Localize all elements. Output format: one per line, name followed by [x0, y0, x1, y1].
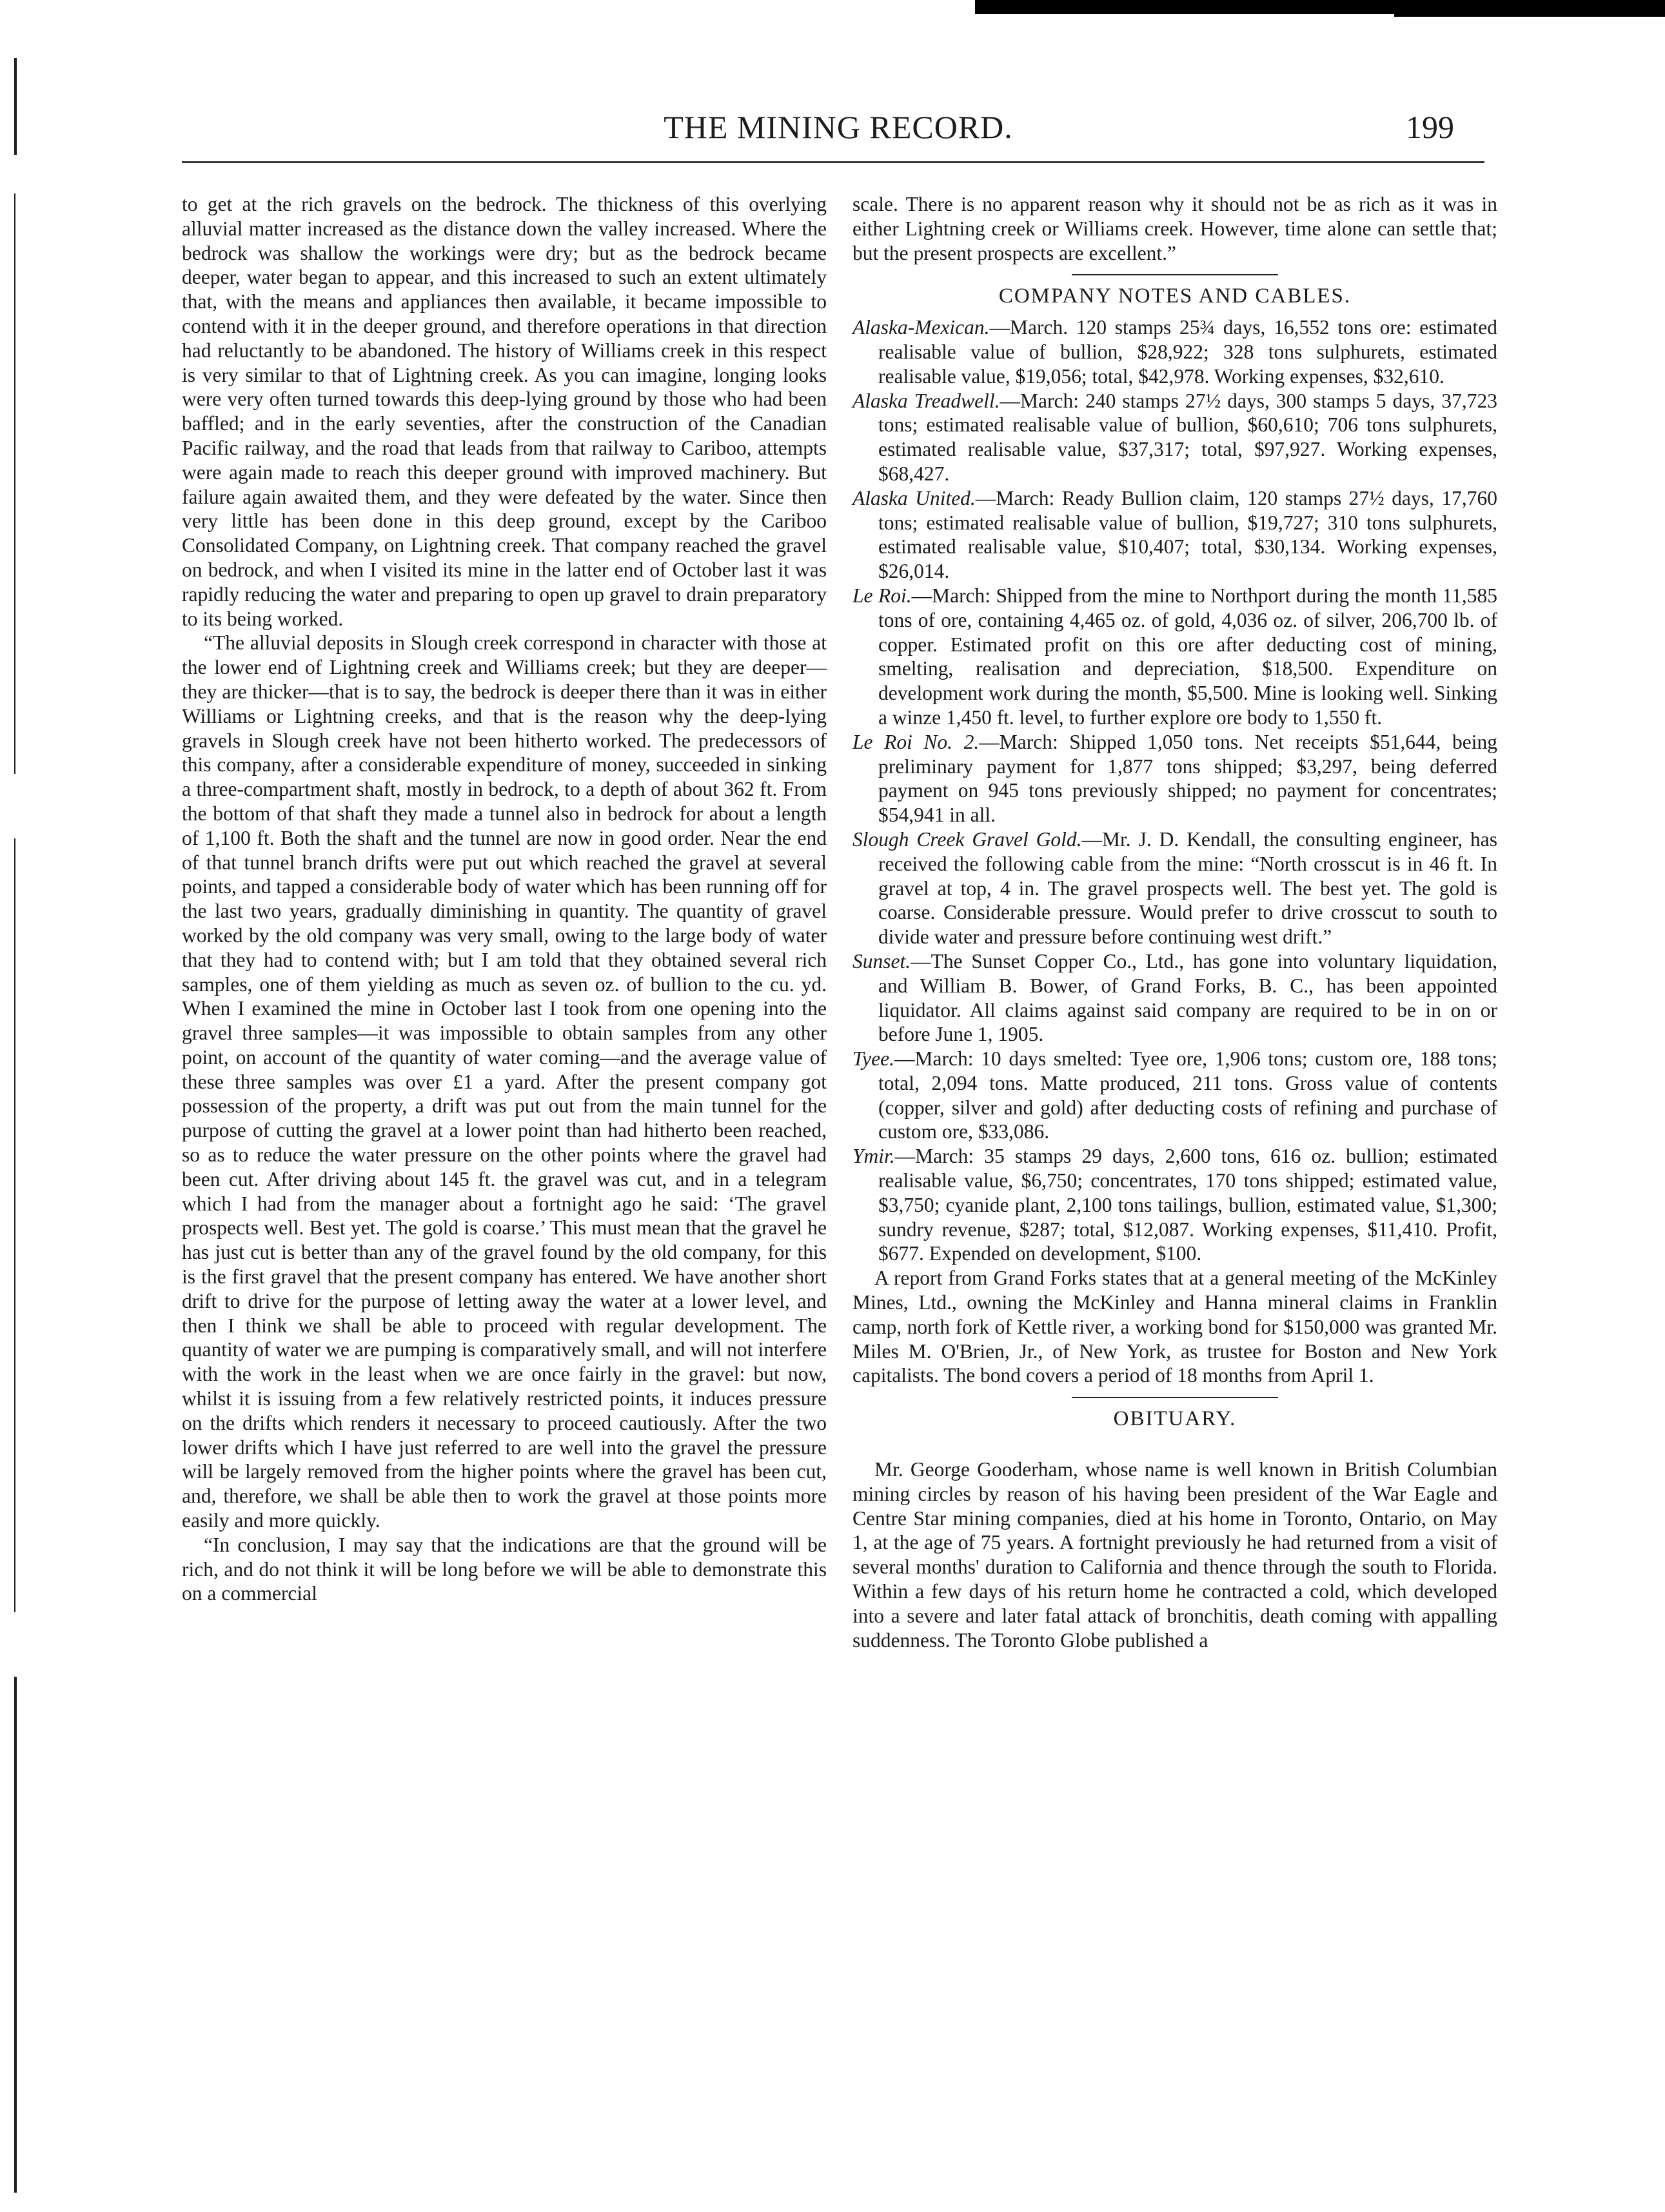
note-company-name: Sunset. — [852, 949, 911, 973]
paragraph: to get at the rich gravels on the bedrock. The thickness of this overlying alluvial matter increased as the distance down the valley increased. Where the bedrock was shallow the workings were dry; but as the bedrock became deeper, water began to appear, and this increased to such an extent ultimately that, with the means and appliances then available, it became impossible to contend with it in the deeper ground, and therefore operations in that direction had reluctantly to be abandoned. The history of Williams creek in this respect is very similar to that of Lightning creek. As you can imagine, longing looks were very often turned towards this deep-lying ground by those who had been baffled; and in the early seventies, after the construction of the Canadian Pacific railway, and the road that leads from that railway to Cariboo, attempts were again made to reach this deeper ground with improved machinery. But failure again awaited them, and they were defeated by the water. Since then very little has been done in this deep ground, except by the Cariboo Consolidated Company, on Lightning creek. That company reached the gravel on bedrock, and when I visited its mine in the latter end of October last it was rapidly reducing the water and preparing to open up gravel to drain preparatory to its being worked. — [182, 193, 827, 630]
paragraph: “In conclusion, I may say that the indications are that the ground will be rich, and do not think it will be long before we will be able to demonstrate this on a commercial — [182, 1533, 827, 1605]
note-text: —March: Ready Bullion claim, 120 stamps 27½ days, 17,760 tons; estimated realisable value of bullion, $19,727; 310 tons sulphurets, estimated realisable value, $10,407; total, $30,134. Working expenses, $26,014. — [878, 486, 1497, 583]
right-column — [852, 192, 1497, 1652]
section-heading-company-notes: COMPANY NOTES AND CABLES. — [998, 284, 1352, 308]
binding-edge — [0, 0, 45, 2212]
note-company-name: Alaska-Mexican. — [852, 316, 990, 339]
binding-mark — [14, 1677, 17, 2193]
binding-mark — [14, 838, 15, 1612]
page-number: 199 — [1406, 109, 1454, 145]
note-item — [852, 486, 1497, 584]
note-company-name: Alaska Treadwell. — [852, 389, 1000, 412]
note-item — [852, 827, 1497, 949]
note-company-name: Ymir. — [852, 1145, 895, 1168]
note-text: —March. 120 stamps 25¾ days, 16,552 tons ore: estimated realisable value of bullion, $28,922; 328 tons sulphurets, estimated realisable value, $19,056; total, $42,978. Working expenses, $32,610. — [878, 316, 1497, 388]
paragraph-report: A report from Grand Forks states that at a general meeting of the McKinley Mines, Ltd., owning the McKinley and Hanna mineral claims in Franklin camp, north fork of Kettle river, a working bond for $150,000 was granted Mr. Miles M. O'Brien, Jr., of New York, as trustee for Boston and New York capitalists. The bond covers a period of 18 months from April 1. — [852, 1267, 1497, 1387]
section-rule — [1072, 274, 1278, 275]
note-company-name: Tyee. — [852, 1047, 894, 1071]
note-item — [852, 949, 1497, 1047]
top-edge-bar-2 — [1394, 14, 1665, 17]
note-text: —The Sunset Copper Co., Ltd., has gone into voluntary liquidation, and William B. Bower, of Grand Forks, B. C., has been appointed liquidator. All claims against said company are required to be in on or before June 1, 1905. — [878, 949, 1497, 1046]
note-company-name: Alaska United. — [852, 486, 976, 509]
top-edge-bar — [975, 0, 1665, 14]
left-column — [182, 192, 827, 1606]
paragraph: scale. There is no apparent reason why it should not be as rich as it was in either Lightning creek or Williams creek. However, time alone can settle that; but the present prospects are excellent.” — [852, 193, 1497, 264]
section-heading-obituary: OBITUARY. — [1113, 1407, 1237, 1431]
note-text: —March: Shipped 1,050 tons. Net receipts $51,644, being preliminary payment for 1,877 tons shipped; $3,297, being deferred payment on 945 tons previously shipped; no payment for concentrates; $54,941 in all. — [878, 730, 1497, 827]
note-item — [852, 389, 1497, 486]
note-text: —March: 35 stamps 29 days, 2,600 tons, 616 oz. bullion; estimated realisable value, $6,750; concentrates, 170 tons shipped; estimated value, $3,750; cyanide plant, 2,100 tons tailings, bullion, estimated value, $1,300; sundry revenue, $287; total, $12,087. Working expenses, $11,410. Profit, $677. Expended on development, $100. — [878, 1145, 1497, 1265]
note-item — [852, 1047, 1497, 1144]
note-item — [852, 730, 1497, 827]
note-company-name: Slough Creek Gravel Gold. — [852, 827, 1082, 851]
spacer — [852, 1438, 1497, 1457]
note-item — [852, 584, 1497, 730]
binding-mark — [14, 193, 15, 774]
page-header-title: THE MINING RECORD. — [664, 109, 1013, 145]
note-text: —Mr. J. D. Kendall, the consulting engineer, has received the following cable from the mine: “North crosscut is in 46 ft. In gravel at top, 4 in. The gravel prospects well. The best yet. The gold is coarse. Considerable pressure. Would prefer to drive crosscut to south to divide water and pressure before continuing west drift.” — [878, 827, 1497, 949]
paragraph: “The alluvial deposits in Slough creek correspond in character with those at the lower end of Lightning creek and Williams creek; but they are deeper—they are thicker—that is to say, the bedrock is deeper there than it was in either Williams or Lightning creeks, and that is the reason why the deep-lying gravels in Slough creek have not been hitherto worked. The predecessors of this company, after a considerable expenditure of money, succeeded in sinking a three-compartment shaft, mostly in bedrock, to a depth of about 362 ft. From the bottom of that shaft they made a tunnel also in bedrock for about a length of 1,100 ft. Both the shaft and the tunnel are now in good order. Near the end of that tunnel branch drifts were put out which reached the gravel at several points, and tapped a considerable body of water which has been running off for the last two years, gradually diminishing in quantity. The quantity of gravel worked by the old company was very small, owing to the large body of water that they had to contend with; but I am told that they obtained several rich samples, one of them yielding as much as seven oz. of bullion to the cu. yd. When I examined the mine in October last I took from one opening into the gravel three samples—it was impossible to obtain samples from any other point, on account of the quantity of water coming—and the average value of these three samples was over £1 a yard. After the present company got possession of the property, a drift was put out from the main tunnel for the purpose of cutting the gravel at a lower point than had hitherto been reached, so as to reduce the water pressure on the other points where the gravel had been cut. After driving about 145 ft. the gravel was cut, and in a telegram which I had from the manager about a fortnight ago he said: ‘The gravel prospects well. Best yet. The gold is coarse.’ This must mean that the gravel he has just cut is better than any of the gravel found by the old company, for this is the first gravel that the present company has entered. We have another short drift to drive for the purpose of letting away the water at a lower level, and then I think we shall be able to proceed with regular development. The quantity of water we are pumping is comparatively small, and will not interfere with the work in the least when we are once fairly in the gravel: but now, whilst it is issuing from a few relatively restricted points, it induces pressure on the drifts which renders it necessary to proceed cautiously. After the two lower drifts which I have just referred to are well into the gravel the pressure will be largely removed from the higher points where the gravel has been cut, and, therefore, we shall be able then to work the gravel at those points more easily and more quickly. — [182, 631, 827, 1532]
section-rule — [1072, 1397, 1278, 1398]
note-company-name: Le Roi No. 2. — [852, 730, 980, 753]
header-rule — [182, 161, 1484, 163]
note-text: —March: 10 days smelted: Tyee ore, 1,906 tons; custom ore, 188 tons; total, 2,094 tons. Matte produced, 211 tons. Gross value of contents (copper, silver and gold) after deducting costs of refining and purchase of custom ore, $33,086. — [878, 1047, 1497, 1143]
note-item — [852, 315, 1497, 388]
note-text: —March: Shipped from the mine to Northport during the month 11,585 tons of ore, containing 4,465 oz. of gold, 4,036 oz. of silver, 206,700 lb. of copper. Estimated profit on this ore after deducting cost of mining, smelting, realisation and depreciation, $18,500. Expenditure on development work during the month, $5,500. Mine is looking well. Sinking a winze 1,450 ft. level, to further explore ore body to 1,550 ft. — [878, 584, 1497, 729]
binding-mark — [14, 58, 17, 155]
note-text: —March: 240 stamps 27½ days, 300 stamps 5 days, 37,723 tons; estimated realisable value of bullion, $60,610; 706 tons sulphurets, estimated realisable value, $37,317; total, $97,927. Working expenses, $68,427. — [878, 389, 1497, 485]
paragraph-obituary: Mr. George Gooderham, whose name is well known in British Columbian mining circles by reason of his having been president of the War Eagle and Centre Star mining companies, died at his home in Toronto, Ontario, on May 1, at the age of 75 years. A fortnight previously he had returned from a visit of several months' duration to California and thence through the south to Florida. Within a few days of his return home he contracted a cold, which developed into a severe and later fatal attack of bronchitis, death coming with appalling suddenness. The Toronto Globe published a — [852, 1458, 1497, 1652]
note-company-name: Le Roi. — [852, 584, 912, 607]
note-item — [852, 1144, 1497, 1266]
